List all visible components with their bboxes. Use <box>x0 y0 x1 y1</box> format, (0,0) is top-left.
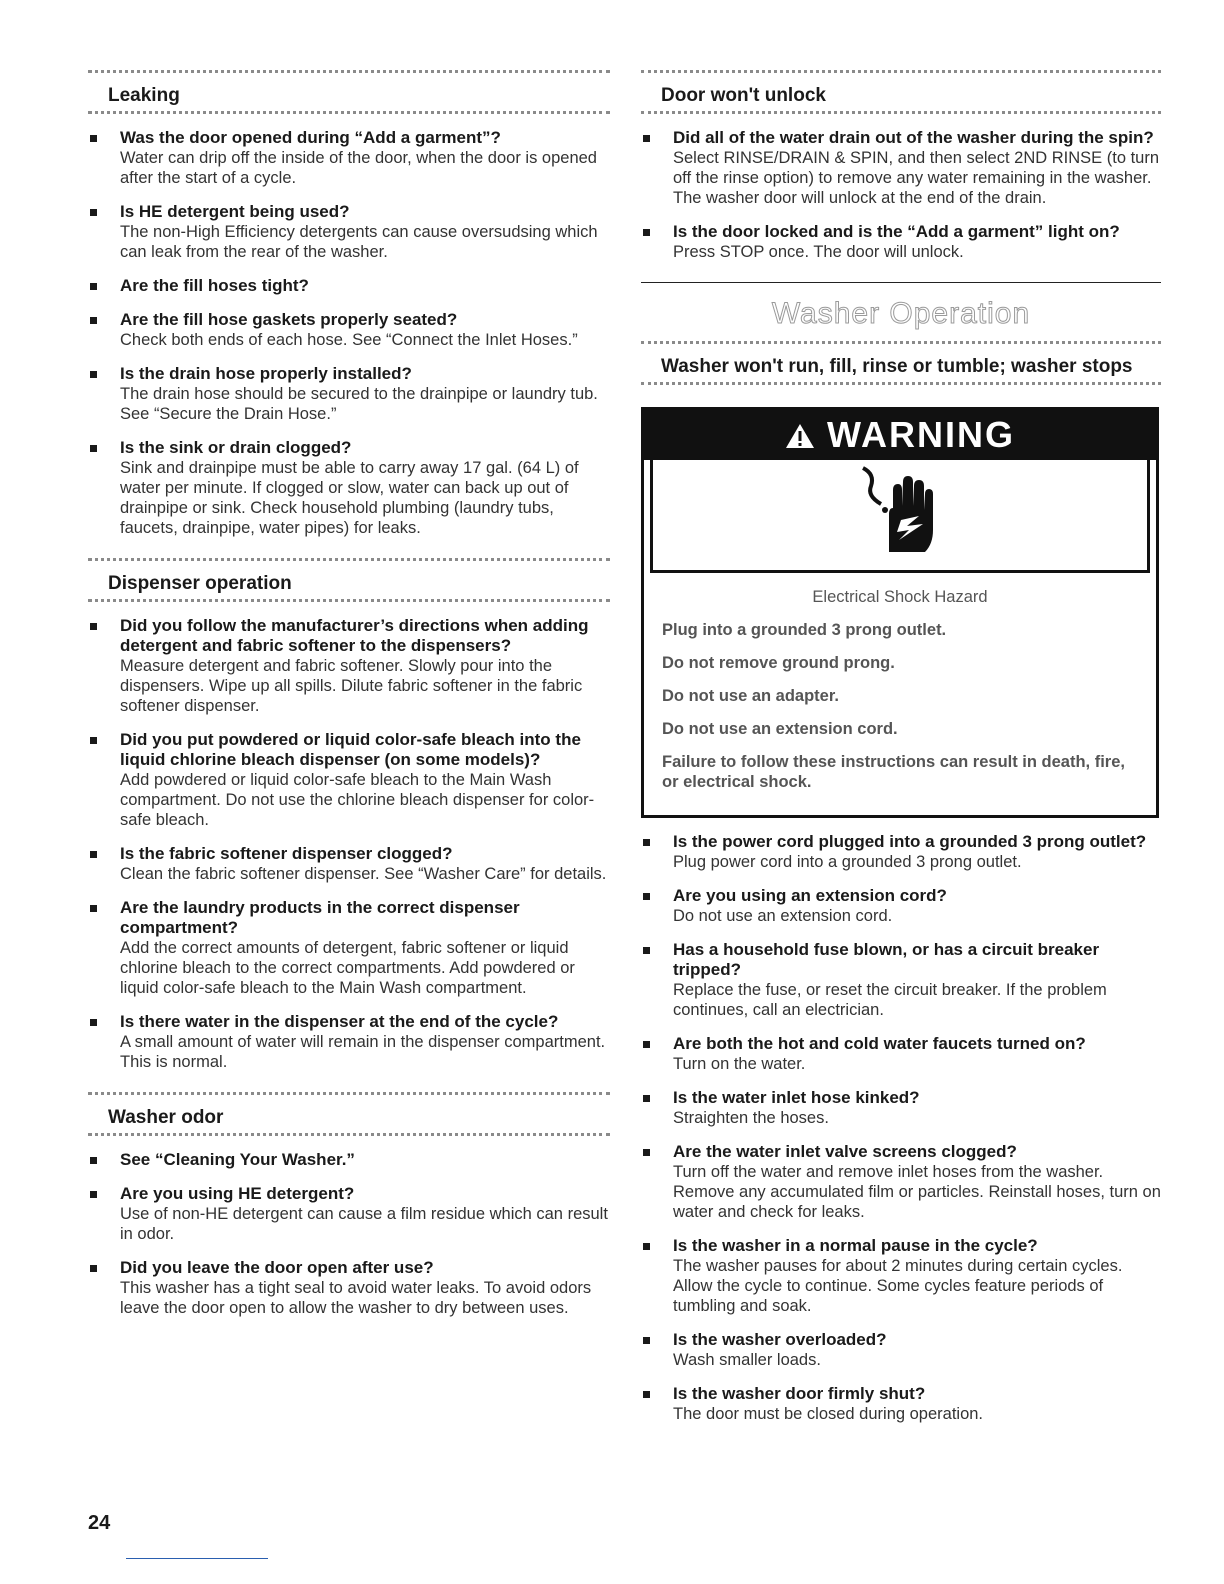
bullet-icon <box>90 209 97 216</box>
answer: Add powdered or liquid color-safe bleach to the Main Wash compartment. Do not use the chlorine bleach dispenser for color-safe bleach. <box>120 771 595 829</box>
list-item <box>641 1384 1161 1424</box>
question: Is there water in the dispenser at the end of the cycle? <box>120 1012 559 1031</box>
answer: Check both ends of each hose. See “Connect the Inlet Hoses.” <box>120 331 578 349</box>
question: Is the washer door firmly shut? <box>673 1384 926 1403</box>
section-heading: Dispenser operation <box>108 573 292 594</box>
section-washer-odor <box>88 1092 610 1318</box>
question: Did all of the water drain out of the washer during the spin? <box>673 128 1154 147</box>
section-leaking <box>88 70 610 538</box>
right-column <box>641 70 1161 1424</box>
bullet-icon <box>90 623 97 630</box>
question: Has a household fuse blown, or has a circuit breaker tripped? <box>673 940 1100 979</box>
list-item <box>641 1034 1161 1074</box>
answer: Clean the fabric softener dispenser. See “Washer Care” for details. <box>120 865 607 883</box>
question: Did you put powdered or liquid color-safe bleach into the liquid chlorine bleach dispenser (on some models)? <box>120 730 581 769</box>
warning-triangle-icon <box>785 414 827 455</box>
list-item <box>641 1142 1161 1222</box>
question: Is the power cord plugged into a grounded 3 prong outlet? <box>673 832 1147 851</box>
answer: The washer pauses for about 2 minutes during certain cycles. Allow the cycle to continue. Some cycles feature periods of tumbling and soak. <box>673 1257 1123 1315</box>
warning-line: Failure to follow these instructions can result in death, fire, or electrical shock. <box>662 753 1125 791</box>
answer: Turn on the water. <box>673 1055 806 1073</box>
list-item <box>641 1088 1161 1128</box>
bullet-icon <box>643 893 650 900</box>
question: Is the washer overloaded? <box>673 1330 887 1349</box>
question: Are the laundry products in the correct dispenser compartment? <box>120 898 520 937</box>
page-number: 24 <box>88 1512 111 1534</box>
bullet-icon <box>90 1157 97 1164</box>
list-item <box>641 1236 1161 1316</box>
section-heading: Leaking <box>108 85 180 106</box>
bullet-icon <box>643 839 650 846</box>
bullet-icon <box>643 229 650 236</box>
bullet-icon <box>643 135 650 142</box>
dotted-rule <box>641 382 1161 385</box>
dotted-rule <box>88 1133 610 1136</box>
question: Did you follow the manufacturer’s directions when adding detergent and fabric softener to the dispensers? <box>120 616 589 655</box>
list-item <box>88 1258 610 1318</box>
bullet-icon <box>90 317 97 324</box>
list-item <box>641 222 1161 262</box>
footer-rule <box>126 1558 268 1559</box>
left-column <box>88 70 610 1338</box>
list-item <box>88 616 610 716</box>
question: Are you using HE detergent? <box>120 1184 355 1203</box>
answer: Do not use an extension cord. <box>673 907 893 925</box>
list-item <box>88 202 610 262</box>
list-item <box>641 1330 1161 1370</box>
answer: A small amount of water will remain in the dispenser compartment. This is normal. <box>120 1033 606 1071</box>
question: Is the drain hose properly installed? <box>120 364 412 383</box>
section-washer-wont-run <box>641 341 1161 385</box>
question: Is the fabric softener dispenser clogged? <box>120 844 453 863</box>
bullet-icon <box>643 1391 650 1398</box>
dotted-rule <box>88 599 610 602</box>
run-items-list <box>641 832 1161 1424</box>
bullet-icon <box>90 283 97 290</box>
question: Is the water inlet hose kinked? <box>673 1088 920 1107</box>
warning-title: WARNING <box>827 414 1015 455</box>
bullet-icon <box>90 135 97 142</box>
warning-line: Plug into a grounded 3 prong outlet. <box>662 621 947 639</box>
list-item <box>88 438 610 538</box>
bullet-icon <box>90 1191 97 1198</box>
question: Was the door opened during “Add a garment”? <box>120 128 501 147</box>
item-list <box>88 616 610 1072</box>
dotted-rule <box>88 111 610 114</box>
list-item <box>88 844 610 884</box>
question: See “Cleaning Your Washer.” <box>120 1150 355 1169</box>
section-dispenser-operation <box>88 558 610 1072</box>
bullet-icon <box>90 905 97 912</box>
answer: Wash smaller loads. <box>673 1351 821 1369</box>
bullet-icon <box>643 1095 650 1102</box>
answer: Plug power cord into a grounded 3 prong outlet. <box>673 853 1022 871</box>
warning-line: Do not use an adapter. <box>662 687 839 705</box>
answer: Sink and drainpipe must be able to carry away 17 gal. (64 L) of water per minute. If clogged or slow, water can back up out of drainpipe or sink. Check household plumbing (laundry tubs, faucets, drainpipe, water pipes) for leaks. <box>120 459 579 537</box>
bullet-icon <box>90 445 97 452</box>
dotted-rule <box>641 111 1161 114</box>
answer: Measure detergent and fabric softener. Slowly pour into the dispensers. Wipe up all spills. Dilute fabric softener in the fabric softener dispenser. <box>120 657 583 715</box>
answer: The non-High Efficiency detergents can cause oversudsing which can leak from the rear of the washer. <box>120 223 598 261</box>
answer: Select RINSE/DRAIN & SPIN, and then select 2ND RINSE (to turn off the rinse option) to remove any water remaining in the washer. The washer door will unlock at the end of the drain. <box>673 149 1160 207</box>
bullet-icon <box>90 371 97 378</box>
question: Are you using an extension cord? <box>673 886 947 905</box>
bullet-icon <box>90 1265 97 1272</box>
electrical-shock-hand-icon <box>650 460 1150 573</box>
item-list <box>641 128 1161 262</box>
answer: Water can drip off the inside of the door, when the door is opened after the start of a cycle. <box>120 149 597 187</box>
question: Is HE detergent being used? <box>120 202 350 221</box>
list-item <box>641 886 1161 926</box>
section-door-wont-unlock <box>641 70 1161 262</box>
list-item <box>88 310 610 350</box>
bullet-icon <box>643 1149 650 1156</box>
list-item <box>88 730 610 830</box>
list-item <box>641 940 1161 1020</box>
answer: Press STOP once. The door will unlock. <box>673 243 964 261</box>
bullet-icon <box>90 851 97 858</box>
warning-box <box>641 407 1159 818</box>
answer: The door must be closed during operation. <box>673 1405 984 1423</box>
question: Did you leave the door open after use? <box>120 1258 434 1277</box>
list-item <box>88 128 610 188</box>
category-title: Washer Operation <box>771 297 1031 330</box>
list-item <box>88 364 610 424</box>
bullet-icon <box>90 737 97 744</box>
list-item <box>88 898 610 998</box>
section-heading: Door won't unlock <box>661 85 826 106</box>
warning-body <box>644 573 1156 815</box>
answer: Replace the fuse, or reset the circuit breaker. If the problem continues, call an electrician. <box>673 981 1107 1019</box>
question: Are the fill hoses tight? <box>120 276 309 295</box>
list-item <box>641 128 1161 208</box>
answer: Add the correct amounts of detergent, fabric softener or liquid chlorine bleach to the correct compartments. Add powdered or liquid color-safe bleach to the Main Wash compartment. <box>120 939 575 997</box>
item-list <box>88 128 610 538</box>
list-item <box>88 1184 610 1244</box>
answer: Straighten the hoses. <box>673 1109 829 1127</box>
list-item <box>641 832 1161 872</box>
warning-line: Do not use an extension cord. <box>662 720 898 738</box>
bullet-icon <box>643 1041 650 1048</box>
list-item <box>88 276 610 296</box>
warning-header <box>644 410 1156 460</box>
list-item <box>88 1012 610 1072</box>
bullet-icon <box>643 1243 650 1250</box>
question: Is the door locked and is the “Add a garment” light on? <box>673 222 1120 241</box>
answer: The drain hose should be secured to the drainpipe or laundry tub. See “Secure the Drain Hose.” <box>120 385 598 423</box>
question: Is the sink or drain clogged? <box>120 438 352 457</box>
warning-line: Do not remove ground prong. <box>662 654 895 672</box>
bullet-icon <box>90 1019 97 1026</box>
section-heading: Washer odor <box>108 1107 224 1128</box>
item-list <box>88 1150 610 1318</box>
question: Are the fill hose gaskets properly seated? <box>120 310 458 329</box>
question: Is the washer in a normal pause in the cycle? <box>673 1236 1038 1255</box>
bullet-icon <box>643 947 650 954</box>
answer: This washer has a tight seal to avoid water leaks. To avoid odors leave the door open to allow the washer to dry between uses. <box>120 1279 592 1317</box>
warning-hazard: Electrical Shock Hazard <box>812 588 988 606</box>
question: Are both the hot and cold water faucets turned on? <box>673 1034 1086 1053</box>
section-heading: Washer won't run, fill, rinse or tumble; washer stops <box>661 356 1133 377</box>
question: Are the water inlet valve screens clogged? <box>673 1142 1017 1161</box>
answer: Use of non-HE detergent can cause a film residue which can result in odor. <box>120 1205 608 1243</box>
bullet-icon <box>643 1337 650 1344</box>
list-item <box>88 1150 610 1170</box>
answer: Turn off the water and remove inlet hoses from the washer. Remove any accumulated film or particles. Reinstall hoses, turn on water and check for leaks. <box>673 1163 1161 1221</box>
